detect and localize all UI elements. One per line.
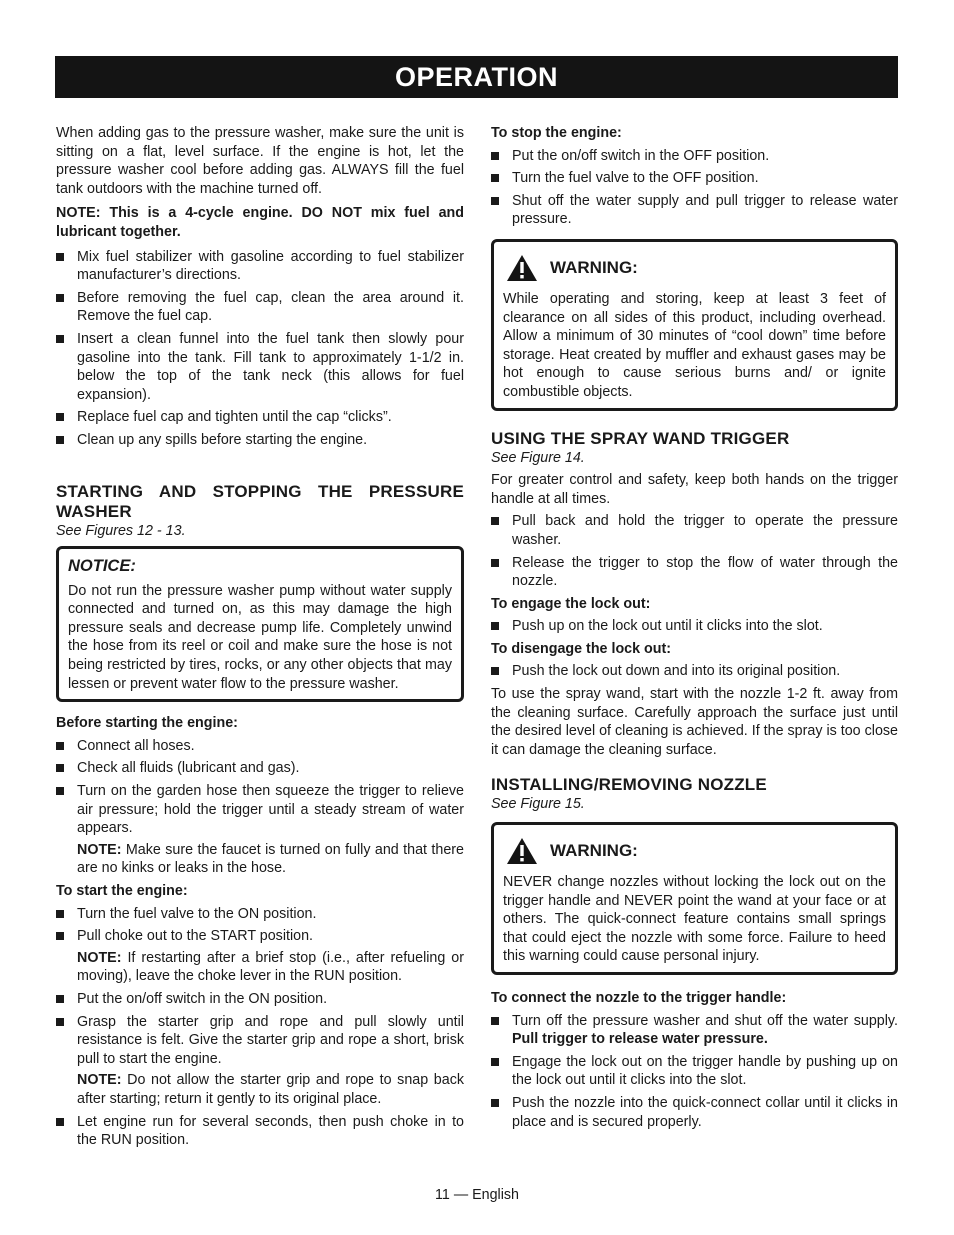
before-starting-list — [56, 737, 464, 878]
see-figures-12-13: See Figures 12 - 13. — [56, 522, 186, 539]
list-item: Before removing the fuel cap, clean the area around it. Remove the fuel cap. — [56, 289, 464, 326]
bullet-icon — [56, 1118, 64, 1126]
section-title-spray-wand: USING THE SPRAY WAND TRIGGER — [491, 428, 790, 448]
bullet-icon — [56, 910, 64, 918]
spray-intro: For greater control and safety, keep both hands on the trigger handle at all times. — [491, 472, 898, 507]
disengage-lockout-heading: To disengage the lock out: — [491, 640, 672, 657]
bullet-icon — [56, 335, 64, 343]
warning-text-nozzle: NEVER change nozzles without locking the lock out on the trigger handle and NEVER point the wand at your face or at others. The quick-connect feature contains small springs that could eject the nozzle with some force. Failure to heed this warning could cause personal injury. — [503, 874, 886, 965]
warning-title: WARNING: — [550, 840, 638, 860]
list-item: Turn off the pressure washer and shut off the water supply. Pull trigger to release water pressure. — [491, 1012, 898, 1049]
see-figure-15: See Figure 15. — [491, 796, 585, 813]
bullet-icon — [491, 622, 499, 630]
list-item: Push the nozzle into the quick-connect collar until it clicks in place and is secured properly. — [491, 1094, 898, 1131]
see-figure-14: See Figure 14. — [491, 449, 585, 466]
list-item: Engage the lock out on the trigger handle by pushing up on the lock out until it clicks into the slot. — [491, 1053, 898, 1090]
connect-nozzle-heading: To connect the nozzle to the trigger handle: — [491, 990, 787, 1006]
list-item: Check all fluids (lubricant and gas). — [56, 759, 464, 778]
list-item: Connect all hoses. — [56, 737, 464, 756]
section-title-starting: STARTING AND STOPPING THE PRESSURE WASHER — [56, 481, 464, 521]
list-item: Insert a clean funnel into the fuel tank then slowly pour gasoline into the tank. Fill tank to approximately 1-1/2 in. below the top of the tank neck (this allows for fuel expansion). — [56, 330, 464, 404]
start-engine-heading: To start the engine: — [56, 883, 188, 899]
list-item: Let engine run for several seconds, then push choke in to the RUN position. — [56, 1113, 464, 1150]
bullet-icon — [56, 413, 64, 421]
list-item: Turn the fuel valve to the ON position. — [56, 905, 464, 924]
bullet-icon — [491, 1058, 499, 1066]
stop-engine-list — [491, 147, 898, 229]
bullet-icon — [56, 1018, 64, 1026]
intro-paragraph: When adding gas to the pressure washer, make sure the unit is sitting on a flat, level surface. If the engine is hot, let the pressure washer cool before adding gas. ALWAYS fill the fuel tank outdoors with the machine turned off. — [56, 125, 464, 197]
bullet-icon — [56, 764, 64, 772]
warning-title: WARNING: — [550, 257, 638, 277]
bullet-icon — [491, 174, 499, 182]
list-item: Push up on the lock out until it clicks into the slot. — [491, 617, 898, 636]
bullet-icon — [491, 197, 499, 205]
before-starting-heading: Before starting the engine: — [56, 715, 238, 732]
warning-box-clearance — [491, 239, 898, 411]
notice-box — [56, 546, 464, 702]
list-item: Shut off the water supply and pull trigger to release water pressure. — [491, 192, 898, 229]
engage-lockout-heading: To engage the lock out: — [491, 595, 651, 612]
connect-nozzle-list — [491, 1012, 898, 1132]
spray-list — [491, 512, 898, 590]
bullet-icon — [56, 294, 64, 302]
bullet-icon — [56, 787, 64, 795]
list-item: Push the lock out down and into its original position. — [491, 662, 898, 681]
bullet-icon — [491, 559, 499, 567]
header-title: OPERATION — [394, 62, 558, 92]
fuel-list — [56, 248, 464, 450]
fuel-note: NOTE: This is a 4-cycle engine. DO NOT mix fuel and lubricant together. — [56, 205, 464, 240]
right-column — [491, 124, 898, 1135]
list-item: Grasp the starter grip and rope and pull slowly until resistance is felt. Give the starter grip and rope a short, brisk pull to start the engine. NOTE: Do not allow the starter grip and rope to snap back after starting; return it gently to its original place. — [56, 1013, 464, 1109]
faucet-note: NOTE: Make sure the faucet is turned on fully and that there are no kinks or leaks in the hose. — [77, 841, 464, 877]
section-header — [55, 56, 898, 98]
bullet-icon — [56, 995, 64, 1003]
bullet-icon — [56, 253, 64, 261]
bullet-icon — [56, 436, 64, 444]
spray-paragraph: To use the spray wand, start with the nozzle 1-2 ft. away from the cleaning surface. Carefully approach the surface just until the desired level of cleaning is achieved. If the spray is too close it can damage the cleaning surface. — [491, 686, 898, 758]
page-number: 11 — English — [435, 1187, 519, 1203]
bullet-icon — [491, 1099, 499, 1107]
notice-title: NOTICE: — [68, 557, 136, 576]
list-item: Put the on/off switch in the OFF position. — [491, 147, 898, 166]
engage-lockout-list — [491, 617, 898, 636]
starter-grip-note: NOTE: Do not allow the starter grip and rope to snap back after starting; return it gently to its original place. — [77, 1072, 464, 1107]
list-item: Turn on the garden hose then squeeze the trigger to relieve air pressure; hold the trigger until a steady stream of water appears. NOTE: Make sure the faucet is turned on fully and that there are no kinks or leaks in the hose. — [56, 782, 464, 878]
bullet-icon — [56, 742, 64, 750]
disengage-lockout-list — [491, 662, 898, 681]
bullet-icon — [56, 932, 64, 940]
bullet-icon — [491, 517, 499, 525]
warning-text-clearance: While operating and storing, keep at least 3 feet of clearance on all sides of this product, including overhead. Allow a minimum of 30 minutes of “cool down” time before storage. Heat created by muffler and exhaust gases may be hot enough to cause serious burns and/ or ignite combustible objects. — [503, 290, 886, 400]
list-item: Put the on/off switch in the ON position. — [56, 990, 464, 1009]
list-item: Clean up any spills before starting the engine. — [56, 431, 464, 450]
choke-note: NOTE: If restarting after a brief stop (i.e., after refueling or moving), leave the choke lever in the RUN position. — [77, 949, 464, 985]
bullet-icon — [491, 152, 499, 160]
list-item: Replace fuel cap and tighten until the cap “clicks”. — [56, 408, 464, 427]
start-engine-list — [56, 905, 464, 1150]
notice-text: Do not run the pressure washer pump without water supply connected and turned on, as this may damage the high pressure seals and decrease pump life. Completely unwind the hose from its reel or coil and make sure the hose is not being restricted by tires, rocks, or any other objects that may lessen or prevent water flow to the pressure washer. — [68, 582, 452, 692]
stop-engine-heading: To stop the engine: — [491, 125, 622, 141]
section-title-nozzle: INSTALLING/REMOVING NOZZLE — [491, 775, 767, 795]
warning-box-nozzle — [491, 822, 898, 975]
bullet-icon — [491, 667, 499, 675]
warning-triangle-icon — [506, 254, 538, 282]
left-column — [56, 124, 464, 1154]
list-item: Mix fuel stabilizer with gasoline according to fuel stabilizer manufacturer’s directions. — [56, 248, 464, 285]
list-item: Pull choke out to the START position. NOTE: If restarting after a brief stop (i.e., after refueling or moving), leave the choke lever in the RUN position. — [56, 927, 464, 986]
page-footer — [0, 1187, 954, 1203]
list-item: Turn the fuel valve to the OFF position. — [491, 169, 898, 188]
list-item: Pull back and hold the trigger to operate the pressure washer. — [491, 512, 898, 549]
list-item: Release the trigger to stop the flow of water through the nozzle. — [491, 554, 898, 591]
warning-triangle-icon — [506, 837, 538, 865]
bullet-icon — [491, 1017, 499, 1025]
